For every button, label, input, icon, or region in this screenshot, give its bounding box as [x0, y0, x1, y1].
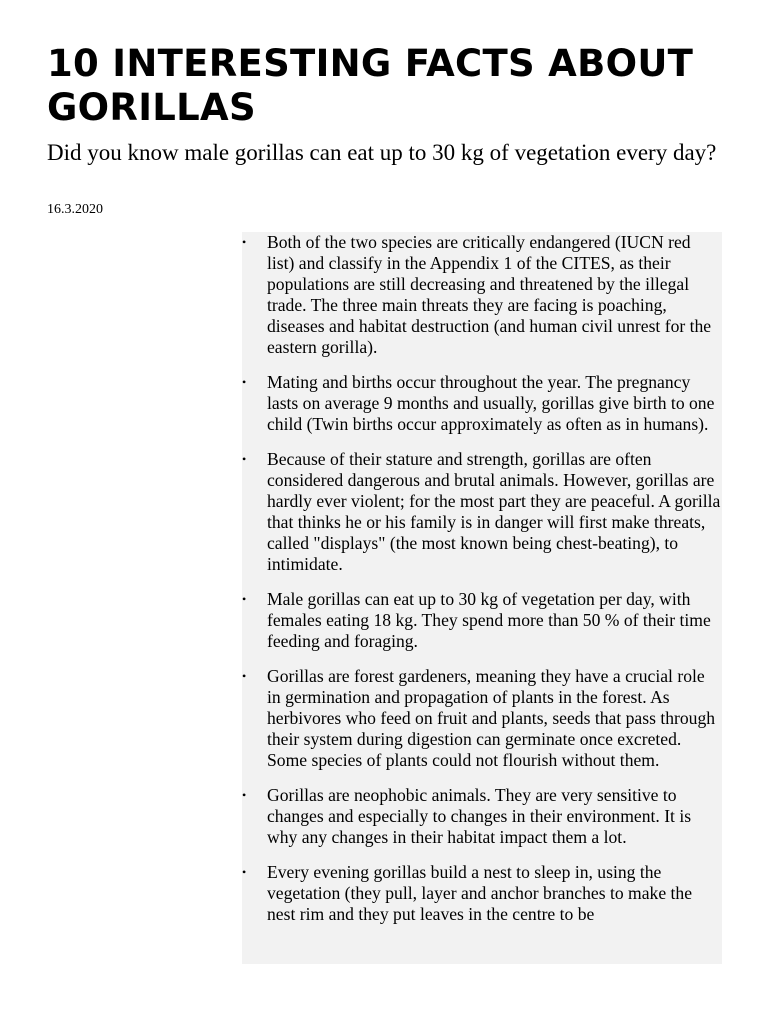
- fact-item: [242, 666, 722, 771]
- fact-text: Both of the two species are critically endangered (IUCN red list) and classify in the Appendix 1 of the CITES, as their populations are still decreasing and threatened by the illegal trade. The three main threats they are facing is poaching, diseases and habitat destruction (and human civil unrest for the eastern gorilla).: [267, 232, 712, 357]
- bullet-icon: •: [242, 788, 247, 802]
- fact-text: Every evening gorillas build a nest to sleep in, using the vegetation (they pull, layer and anchor branches to make the nest rim and they put leaves in the centre to be: [267, 862, 693, 924]
- fact-text: Mating and births occur throughout the year. The pregnancy lasts on average 9 months and usually, gorillas give birth to one child (Twin births occur approximately as often as in humans).: [267, 372, 715, 434]
- fact-item: [242, 232, 722, 358]
- fact-item: [242, 589, 722, 652]
- fact-item: [242, 372, 722, 435]
- bullet-icon: •: [242, 375, 247, 389]
- facts-list: [242, 232, 722, 925]
- fact-text: Male gorillas can eat up to 30 kg of vegetation per day, with females eating 18 kg. They spend more than 50 % of their time feeding and foraging.: [267, 589, 711, 651]
- bullet-icon: •: [242, 669, 247, 683]
- facts-panel: [242, 232, 722, 964]
- bullet-icon: •: [242, 592, 247, 606]
- bullet-icon: •: [242, 452, 247, 466]
- fact-text: Gorillas are neophobic animals. They are very sensitive to changes and especially to changes in their environment. It is why any changes in their habitat impact them a lot.: [267, 785, 692, 847]
- publish-date: 16.3.2020: [47, 202, 103, 217]
- bullet-icon: •: [242, 235, 247, 249]
- fact-text: Because of their stature and strength, gorillas are often considered dangerous and brutal animals. However, gorillas are hardly ever violent; for the most part they are peaceful. A gorilla that thinks he or his family is in danger will first make threats, called "displays" (the most known being chest-beating), to intimidate.: [267, 449, 721, 574]
- fact-item: [242, 785, 722, 848]
- fact-item: [242, 449, 722, 575]
- fact-item: [242, 862, 722, 925]
- article-subtitle: Did you know male gorillas can eat up to 30 kg of vegetation every day?: [47, 140, 717, 165]
- article-title: 10 INTERESTING FACTS ABOUT GORILLAS: [47, 42, 694, 129]
- fact-text: Gorillas are forest gardeners, meaning they have a crucial role in germination and propagation of plants in the forest. As herbivores who feed on fruit and plants, seeds that pass through their system during digestion can germinate once excreted. Some species of plants could not flourish without them.: [267, 666, 716, 770]
- bullet-icon: •: [242, 865, 247, 879]
